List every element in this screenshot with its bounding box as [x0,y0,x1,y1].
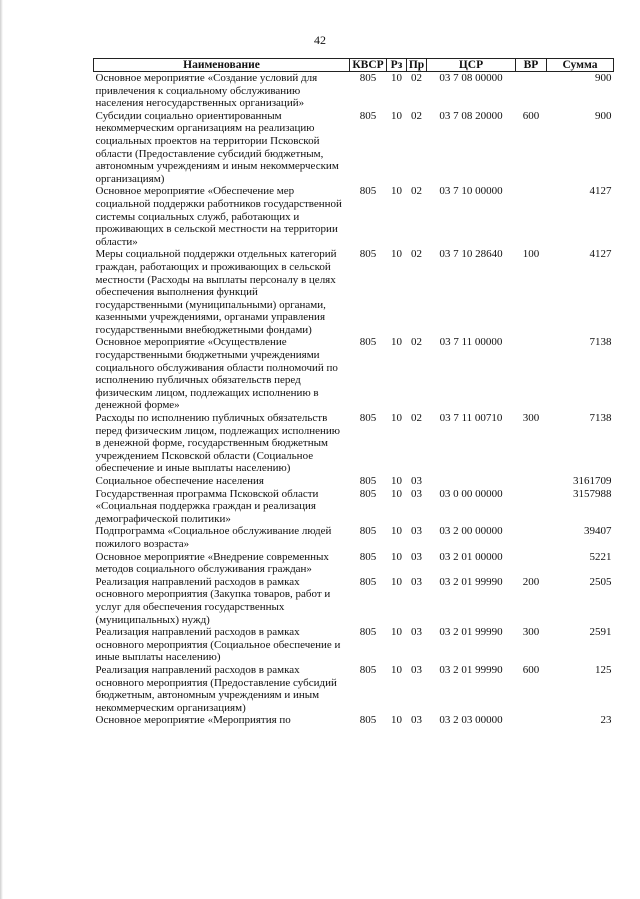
row-name: Реализация направлений расходов в рамках основного мероприятия (Предоставление субсидий бюджетным, автономным учреждениям и иным некоммерческим организациям) [95,663,337,714]
row-pr: 02 [411,248,422,261]
row-rz: 10 [391,663,402,676]
row-name: Основное мероприятие «Внедрение современных методов социального обслуживания граждан» [95,550,329,576]
row-pr: 03 [411,550,422,563]
row-sum: 125 [595,663,612,676]
row-rz: 10 [391,475,402,487]
table-row [94,412,614,475]
row-name: Основное мероприятие «Осуществление государственными бюджетными учреждениями социального обслуживания области полномочий по исполнению публичных обязательств перед физическим лицом, подлежащих исполнению в денежной форме» [95,336,338,412]
row-kvsr: 805 [359,475,377,487]
row-pr: 02 [411,72,422,84]
row-csr: 03 2 03 00000 [439,714,503,727]
row-csr: 03 0 00 00000 [439,487,503,500]
row-name: Реализация направлений расходов в рамках основного мероприятия (Закупка товаров, работ и услуг для обеспечения государственных (муниципальных) нужд) [95,575,331,626]
row-csr: 03 7 08 20000 [439,109,503,122]
row-vr [516,714,547,727]
header-kvsr: КВСР [350,59,387,72]
table-row [94,714,614,727]
row-csr: 03 7 10 28640 [439,248,503,261]
row-name: Государственная программа Псковской области «Социальная поддержка граждан и реализация демографической политики» [95,487,319,525]
row-name: Расходы по исполнению публичных обязательств перед физическим лицом, подлежащих исполнению в денежной форме, государственным бюджетным учреждением Псковской области (Социальное обеспечение и иные выплаты населению) [95,412,341,475]
row-rz: 10 [391,109,402,122]
table-header-row [94,59,614,72]
table-row [94,664,614,714]
row-vr [516,525,547,550]
row-csr: 03 7 10 00000 [439,185,503,198]
row-pr: 02 [411,109,422,122]
row-rz: 10 [391,487,402,500]
row-rz: 10 [391,626,402,639]
row-sum: 900 [595,109,612,122]
row-name: Реализация направлений расходов в рамках основного мероприятия (Социальное обеспечение и иные выплаты населению) [95,626,341,664]
row-pr: 03 [411,487,422,500]
row-vr [516,475,547,488]
row-sum: 7138 [589,412,612,425]
row-vr [516,488,547,526]
row-vr: 300 [522,626,540,639]
header-sum: Сумма [547,59,614,72]
row-kvsr: 805 [359,663,377,676]
row-rz: 10 [391,72,402,84]
table-row [94,110,614,186]
row-sum: 4127 [589,248,612,261]
page-number: 42 [314,33,326,47]
row-rz: 10 [391,185,402,198]
table-row [94,576,614,626]
row-csr: 03 2 00 00000 [439,525,503,538]
row-csr: 03 7 11 00000 [439,336,503,349]
header-csr: ЦСР [427,59,516,72]
row-sum: 3161709 [573,475,612,487]
row-csr: 03 2 01 00000 [439,550,503,563]
row-vr: 200 [522,575,540,588]
row-sum: 39407 [584,525,612,538]
row-pr: 03 [411,714,422,727]
row-pr: 03 [411,575,422,588]
table-row [94,488,614,526]
row-sum: 4127 [589,185,612,198]
row-kvsr: 805 [359,248,377,261]
row-pr: 02 [411,185,422,198]
budget-table [93,58,614,727]
table-row [94,475,614,488]
row-vr [516,336,547,412]
row-kvsr: 805 [359,336,377,349]
row-rz: 10 [391,412,402,425]
row-kvsr: 805 [359,487,377,500]
row-name: Социальное обеспечение населения [95,475,264,487]
row-name: Субсидии социально ориентированным некоммерческим организациям на реализацию социальных проектов на территории Псковской области (Предоставление субсидий бюджетным, автономным учреждениям и иным некоммерческим организациям) [95,109,339,185]
row-vr [516,185,547,248]
row-sum: 3157988 [573,487,612,500]
row-vr [516,551,547,576]
row-rz: 10 [391,550,402,563]
row-kvsr: 805 [359,72,377,84]
row-name: Основное мероприятие «Обеспечение мер социальной поддержки работников государственной системы социальных служб, работающих и проживающих в сельской местности на территории области» [95,185,342,248]
row-rz: 10 [391,336,402,349]
row-vr [516,72,547,110]
row-sum: 23 [600,714,612,727]
header-vr: ВР [516,59,547,72]
row-kvsr: 805 [359,185,377,198]
row-vr: 300 [522,412,540,425]
row-pr: 03 [411,475,422,487]
row-rz: 10 [391,525,402,538]
row-kvsr: 805 [359,550,377,563]
row-pr: 02 [411,336,422,349]
table-row [94,336,614,412]
header-rz: Рз [387,59,407,72]
table-row [94,72,614,110]
header-pr: Пр [407,59,427,72]
row-vr: 600 [522,663,540,676]
row-sum: 5221 [589,550,612,563]
row-pr: 02 [411,412,422,425]
row-kvsr: 805 [359,412,377,425]
row-pr: 03 [411,663,422,676]
row-sum: 7138 [589,336,612,349]
row-vr: 100 [522,248,540,261]
table-body [94,72,614,727]
table-row [94,626,614,664]
row-pr: 03 [411,525,422,538]
row-name: Подпрограмма «Социальное обслуживание людей пожилого возраста» [95,525,332,550]
row-kvsr: 805 [359,575,377,588]
scan-edge [0,0,3,899]
row-sum: 900 [595,72,612,84]
row-csr: 03 7 11 00710 [439,412,503,425]
row-kvsr: 805 [359,109,377,122]
row-sum: 2591 [589,626,612,639]
table-row [94,185,614,248]
row-rz: 10 [391,575,402,588]
row-pr: 03 [411,626,422,639]
row-name: Основное мероприятие «Создание условий для привлечения к социальному обслуживанию населения негосударственных организаций» [95,72,318,110]
row-vr: 600 [522,109,540,122]
row-csr: 03 2 01 99990 [439,575,503,588]
row-rz: 10 [391,248,402,261]
row-kvsr: 805 [359,525,377,538]
row-sum: 2505 [589,575,612,588]
table-row [94,248,614,336]
row-csr: 03 7 08 00000 [439,72,503,84]
table-row [94,551,614,576]
row-csr: 03 2 01 99990 [439,626,503,639]
header-name: Наименование [94,59,350,72]
row-name: Основное мероприятие «Мероприятия по [95,714,291,727]
row-name: Меры социальной поддержки отдельных категорий граждан, работающих и проживающих в сельской местности (Расходы на выплаты персоналу в целях обеспечения выполнения функций государственными (муниципальными) органами, казенными учреждениями, органами управления государственными внебюджетными фондами) [95,248,337,336]
row-csr: 03 2 01 99990 [439,663,503,676]
row-csr [427,475,516,488]
row-kvsr: 805 [359,626,377,639]
row-rz: 10 [391,714,402,727]
row-kvsr: 805 [359,714,377,727]
table-row [94,525,614,550]
